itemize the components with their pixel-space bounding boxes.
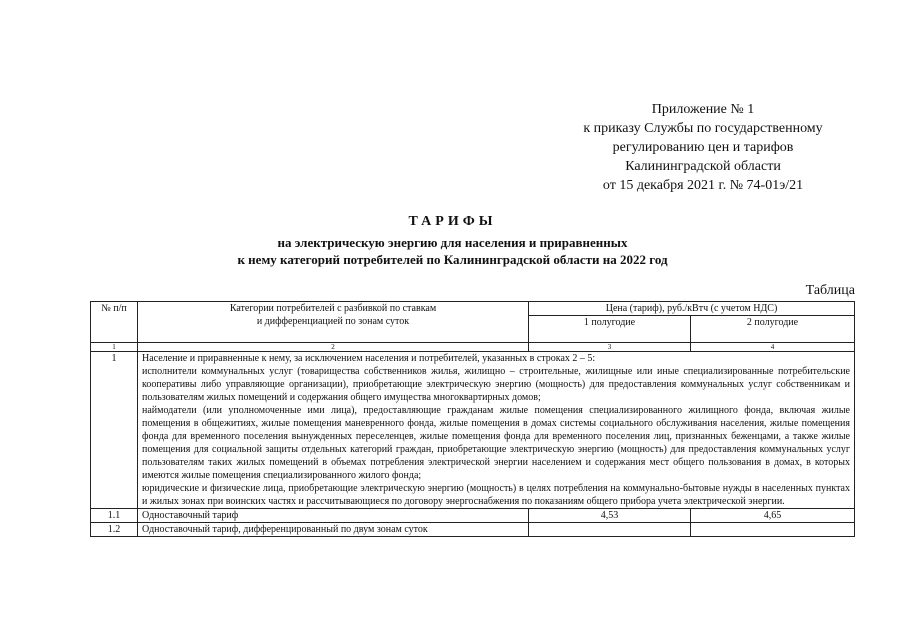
header-num: № п/п (91, 302, 138, 343)
row-half1-price: 4,53 (529, 509, 691, 523)
appendix-line: от 15 декабря 2021 г. № 74-01э/21 (602, 178, 804, 193)
header-category (138, 302, 529, 343)
description-paragraph: юридические и физические лица, приобретающие электрическую энергию (мощность) в целях потребления на коммунально-бытовые нужды в населенных пунктах и жилых зонах при воинских частях и рассчитывающиеся по договору энергоснабжения по показаниям общего прибора учета электрической энергии. (142, 483, 850, 507)
appendix-line: Калининградской области (625, 159, 781, 174)
table-row (91, 523, 855, 537)
column-number-row (91, 343, 855, 352)
row-category: Одноставочный тариф, дифференцированный по двум зонам суток (138, 523, 529, 537)
column-number: 3 (529, 343, 691, 352)
row-half1-price (529, 523, 691, 537)
row-category: Одноставочный тариф (138, 509, 529, 523)
tariff-table (90, 301, 855, 537)
appendix-header (553, 100, 853, 195)
description-paragraph: исполнители коммунальных услуг (товарищества собственников жилья, жилищно – строительные, жилищные или иные специализированные потребительские кооперативы либо управляющие организации), приобретающие электрическую энергию (мощность) для предоставления коммунальных услуг собственникам и пользователям жилых помещений и содержания общего имущества многоквартирных домов; (142, 366, 850, 403)
header-price: Цена (тариф), руб./кВтч (с учетом НДС) (529, 302, 855, 316)
row-half2-price (691, 523, 855, 537)
header-half2: 2 полугодие (691, 316, 855, 343)
row-num: 1 (91, 352, 138, 509)
table-label: Таблица (805, 283, 855, 298)
header-half1: 1 полугодие (529, 316, 691, 343)
subtitle-line: к нему категорий потребителей по Калининградской области на 2022 год (237, 252, 668, 267)
column-number: 1 (91, 343, 138, 352)
row-description (138, 352, 855, 509)
appendix-line: к приказу Службы по государственному (583, 121, 823, 136)
row-half2-price: 4,65 (691, 509, 855, 523)
column-number: 2 (138, 343, 529, 352)
subtitle-line: на электрическую энергию для населения и приравненных (277, 235, 628, 250)
table-header-row (91, 302, 855, 316)
row-num: 1.2 (91, 523, 138, 537)
table-row (91, 352, 855, 509)
document-title: ТАРИФЫ (408, 214, 497, 229)
row-num: 1.1 (91, 509, 138, 523)
description-paragraph: Население и приравненные к нему, за исключением населения и потребителей, указанных в строках 2 – 5: (142, 353, 596, 364)
appendix-line: Приложение № 1 (651, 102, 755, 117)
document-subtitle (0, 234, 905, 268)
appendix-line: регулированию цен и тарифов (612, 140, 794, 155)
table-row (91, 509, 855, 523)
column-number: 4 (691, 343, 855, 352)
description-paragraph: наймодатели (или уполномоченные ими лица), предоставляющие гражданам жилые помещения специализированного жилищного фонда, включая жилые помещения в общежитиях, жилые помещения маневренного фонда, жилые помещения в домах системы социального обслуживания населения, жилые помещения фонда для временного поселения вынужденных переселенцев, жилые помещения фонда для временного поселения лиц, признанных беженцами, а также жилые помещения для социальной защиты отдельных категорий граждан, приобретающие электрическую энергию (мощность) для предоставления коммунальных услуг пользователям таких жилых помещений в объемах потребления электрической энергии населением и содержания мест общего пользования в домах, в которых имеются жилые помещения специализированного жилого фонда; (142, 405, 850, 481)
header-category-line: Категории потребителей с разбивкой по ставкам (229, 303, 437, 314)
header-category-line: и дифференциацией по зонам суток (256, 316, 410, 327)
